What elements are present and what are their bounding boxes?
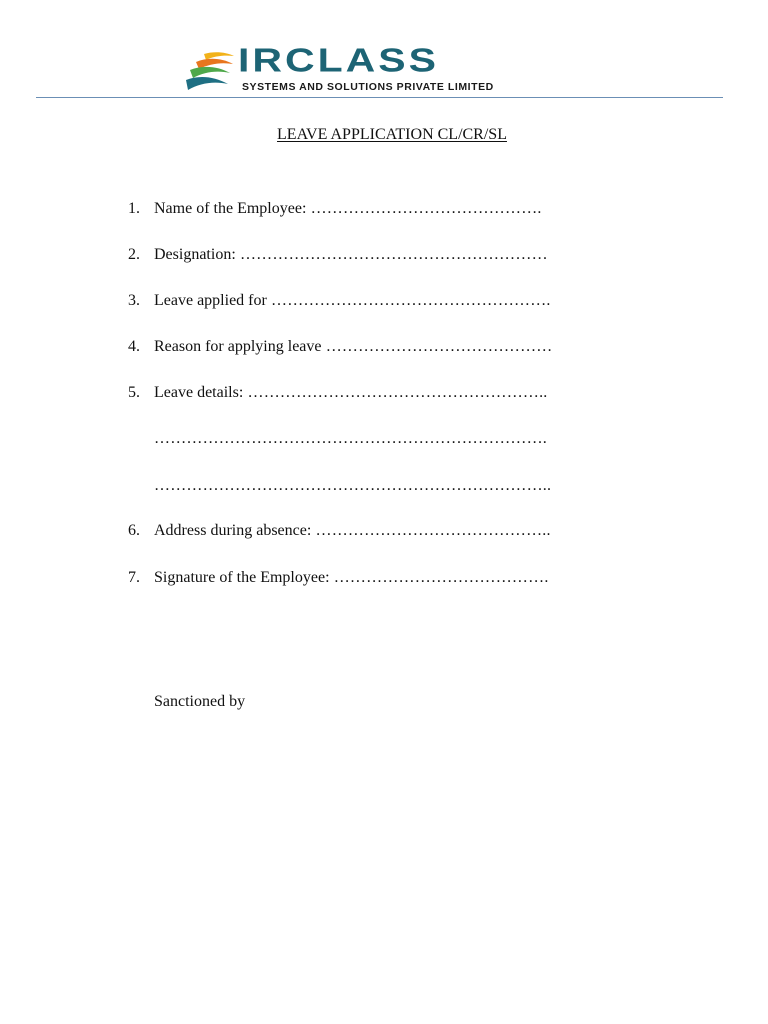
form-item-leave-details xyxy=(128,383,548,403)
item-number: 7. xyxy=(128,569,140,586)
logo-subtitle: SYSTEMS AND SOLUTIONS PRIVATE LIMITED xyxy=(242,81,494,93)
fill-in-blank[interactable]: ……………………………………………….. xyxy=(243,384,548,401)
item-number: 3. xyxy=(128,292,140,309)
header-divider xyxy=(36,97,723,98)
fill-in-blank[interactable]: ……………………………………. xyxy=(306,200,542,217)
sanctioned-by-label: Sanctioned by xyxy=(154,693,246,710)
item-number: 4. xyxy=(128,338,140,355)
form-item-designation xyxy=(128,245,548,265)
item-label: Reason for applying leave xyxy=(154,338,322,355)
item-number: 2. xyxy=(128,246,140,263)
form-item-leave-applied-for xyxy=(128,291,551,311)
fill-in-blank[interactable]: …………………………………. xyxy=(329,569,549,586)
item-label: Signature of the Employee: xyxy=(154,569,330,586)
swoosh-logo-icon xyxy=(184,50,236,94)
form-item-reason xyxy=(128,337,553,357)
item-number: 1. xyxy=(128,200,140,217)
form-item-address xyxy=(128,521,551,541)
company-logo xyxy=(184,41,576,96)
leave-details-line-2[interactable]: ………………………………………………………………. xyxy=(154,430,547,447)
item-label: Leave details: xyxy=(154,384,244,401)
document-title: LEAVE APPLICATION CL/CR/SL xyxy=(277,126,507,143)
fill-in-blank[interactable]: ………………………………………………… xyxy=(235,246,548,263)
item-label: Designation: xyxy=(154,246,236,263)
form-item-signature xyxy=(128,568,549,588)
item-label: Name of the Employee: xyxy=(154,200,307,217)
fill-in-blank[interactable]: ……………………………………………. xyxy=(266,292,551,309)
item-label: Address during absence: xyxy=(154,522,312,539)
item-number: 5. xyxy=(128,384,140,401)
fill-in-blank[interactable]: …………………………………….. xyxy=(311,522,551,539)
logo-wordmark: IRCLASS xyxy=(238,41,439,79)
item-label: Leave applied for xyxy=(154,292,267,309)
item-number: 6. xyxy=(128,522,140,539)
leave-details-line-3[interactable]: ……………………………………………………………….. xyxy=(154,477,552,494)
fill-in-blank[interactable]: …………………………………… xyxy=(321,338,553,355)
form-item-employee-name xyxy=(128,199,542,219)
